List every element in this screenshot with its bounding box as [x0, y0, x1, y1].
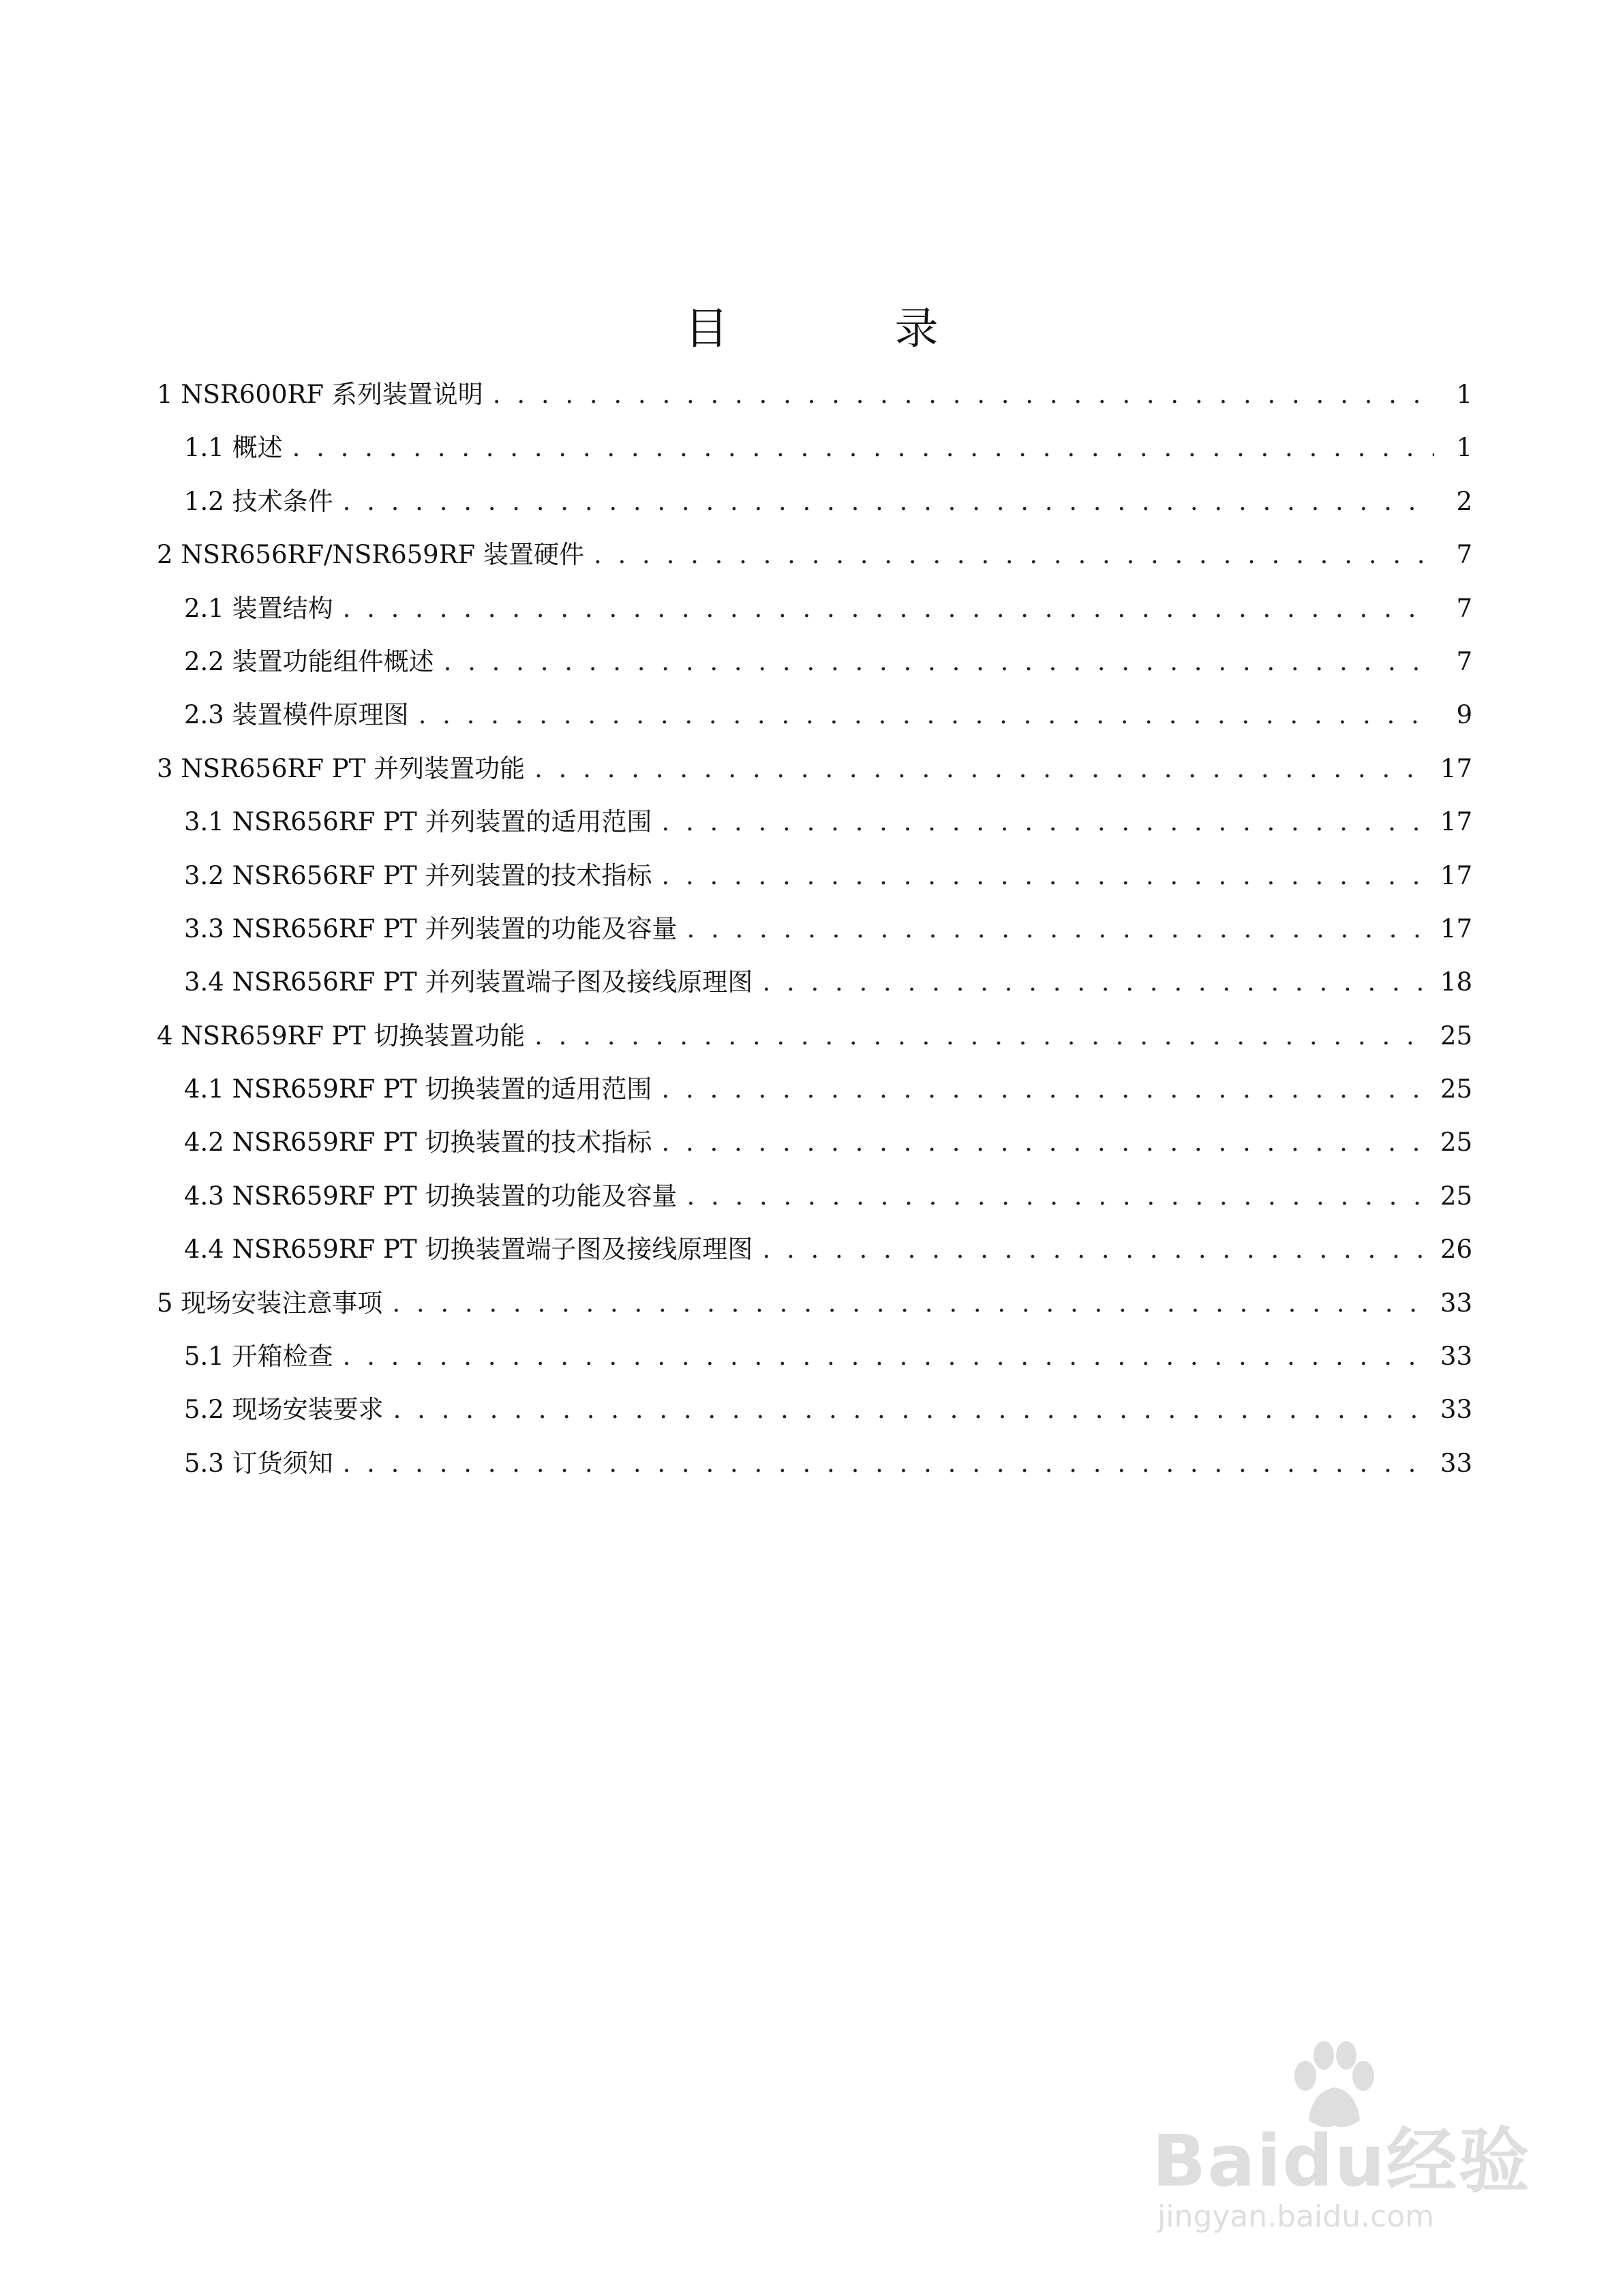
toc-entry-label: 5.1 开箱检查: [184, 1342, 333, 1372]
toc-dot-leader: [343, 582, 1434, 635]
toc-entry[interactable]: [157, 1063, 1472, 1116]
toc-entry-page-number: 7: [1456, 646, 1472, 676]
toc-entry-label: 3.2 NSR656RF PT 并列装置的技术指标: [184, 860, 652, 890]
toc-dot-leader: [594, 528, 1434, 581]
toc-entry-label: 5 现场安装注意事项: [157, 1288, 383, 1318]
table-of-contents: [157, 368, 1472, 1490]
toc-entry[interactable]: [157, 796, 1472, 849]
toc-dot-leader: [661, 849, 1429, 903]
toc-entry-label: 3.1 NSR656RF PT 并列装置的适用范围: [184, 807, 652, 837]
watermark-url: jingyan.baidu.com: [1157, 2199, 1435, 2234]
toc-entry[interactable]: [157, 582, 1472, 635]
toc-dot-leader: [343, 1437, 1429, 1490]
toc-dot-leader: [493, 368, 1434, 421]
toc-entry-label: 4.4 NSR659RF PT 切换装置端子图及接线原理图: [184, 1235, 753, 1265]
toc-entry-label: 2 NSR656RF/NSR659RF 装置硬件: [157, 540, 584, 570]
toc-dot-leader: [661, 1116, 1429, 1169]
toc-entry-page-number: 17: [1440, 913, 1472, 943]
toc-entry-page-number: 1: [1456, 433, 1472, 463]
toc-entry-label: 1.2 技术条件: [184, 486, 333, 516]
toc-entry[interactable]: [157, 849, 1472, 903]
toc-entry-page-number: 7: [1456, 540, 1472, 570]
toc-entry-label: 5.2 现场安装要求: [184, 1395, 384, 1425]
toc-entry-page-number: 2: [1456, 486, 1472, 516]
toc-entry[interactable]: [157, 528, 1472, 581]
toc-entry-page-number: 18: [1440, 967, 1472, 997]
toc-entry-page-number: 1: [1456, 380, 1472, 409]
toc-dot-leader: [419, 689, 1434, 742]
toc-entry-label: 3.4 NSR656RF PT 并列装置端子图及接线原理图: [184, 967, 753, 997]
toc-entry-page-number: 17: [1440, 753, 1472, 783]
toc-dot-leader: [534, 1010, 1429, 1063]
toc-entry[interactable]: [157, 1277, 1472, 1330]
toc-entry-page-number: 33: [1440, 1395, 1472, 1425]
toc-entry-label: 3.3 NSR656RF PT 并列装置的功能及容量: [184, 913, 678, 943]
toc-entry-label: 2.2 装置功能组件概述: [184, 646, 434, 676]
toc-dot-leader: [444, 635, 1434, 689]
toc-dot-leader: [686, 1170, 1429, 1223]
toc-entry-page-number: 25: [1440, 1181, 1472, 1211]
toc-dot-leader: [762, 956, 1429, 1009]
toc-entry[interactable]: [157, 1383, 1472, 1436]
toc-entry[interactable]: [157, 956, 1472, 1009]
toc-entry-label: 1 NSR600RF 系列装置说明: [157, 380, 483, 409]
toc-entry-page-number: 33: [1440, 1342, 1472, 1372]
watermark-brand: Baidu经验: [1152, 2119, 1531, 2203]
toc-entry[interactable]: [157, 1223, 1472, 1276]
toc-dot-leader: [393, 1383, 1429, 1436]
toc-entry-page-number: 33: [1440, 1288, 1472, 1318]
toc-entry-page-number: 17: [1440, 860, 1472, 890]
toc-dot-leader: [292, 421, 1434, 474]
toc-dot-leader: [392, 1277, 1429, 1330]
toc-entry-label: 4.2 NSR659RF PT 切换装置的技术指标: [184, 1128, 652, 1158]
toc-dot-leader: [343, 1330, 1429, 1383]
toc-entry-label: 5.3 订货须知: [184, 1448, 333, 1478]
toc-dot-leader: [343, 475, 1434, 528]
toc-entry[interactable]: [157, 903, 1472, 956]
toc-entry[interactable]: [157, 1330, 1472, 1383]
toc-entry-page-number: 25: [1440, 1021, 1472, 1051]
page-title: 目 录: [684, 303, 1000, 354]
toc-entry-page-number: 25: [1440, 1074, 1472, 1104]
toc-entry-label: 3 NSR656RF PT 并列装置功能: [157, 753, 526, 783]
toc-entry-label: 2.3 装置模件原理图: [184, 700, 409, 730]
toc-entry-label: 4 NSR659RF PT 切换装置功能: [157, 1021, 526, 1051]
toc-entry-page-number: 26: [1440, 1235, 1472, 1265]
toc-dot-leader: [686, 903, 1429, 956]
toc-dot-leader: [534, 742, 1429, 796]
toc-entry-page-number: 33: [1440, 1448, 1472, 1478]
toc-dot-leader: [661, 1063, 1429, 1116]
toc-entry[interactable]: [157, 1116, 1472, 1169]
toc-entry[interactable]: [157, 689, 1472, 742]
toc-dot-leader: [661, 796, 1429, 849]
toc-entry-label: 4.1 NSR659RF PT 切换装置的适用范围: [184, 1074, 652, 1104]
toc-entry-page-number: 7: [1456, 593, 1472, 623]
toc-entry[interactable]: [157, 1010, 1472, 1063]
toc-entry-label: 1.1 概述: [184, 433, 283, 463]
toc-entry[interactable]: [157, 1437, 1472, 1490]
toc-entry-label: 4.3 NSR659RF PT 切换装置的功能及容量: [184, 1181, 678, 1211]
toc-dot-leader: [762, 1223, 1429, 1276]
toc-entry-page-number: 25: [1440, 1128, 1472, 1158]
toc-entry-page-number: 17: [1440, 807, 1472, 837]
toc-entry-label: 2.1 装置结构: [184, 593, 333, 623]
toc-entry[interactable]: [157, 368, 1472, 421]
toc-entry[interactable]: [157, 475, 1472, 528]
toc-entry-page-number: 9: [1456, 700, 1472, 730]
toc-entry[interactable]: [157, 1170, 1472, 1223]
toc-entry[interactable]: [157, 421, 1472, 474]
toc-entry[interactable]: [157, 635, 1472, 689]
toc-entry[interactable]: [157, 742, 1472, 796]
baidu-watermark: [1152, 2038, 1534, 2243]
